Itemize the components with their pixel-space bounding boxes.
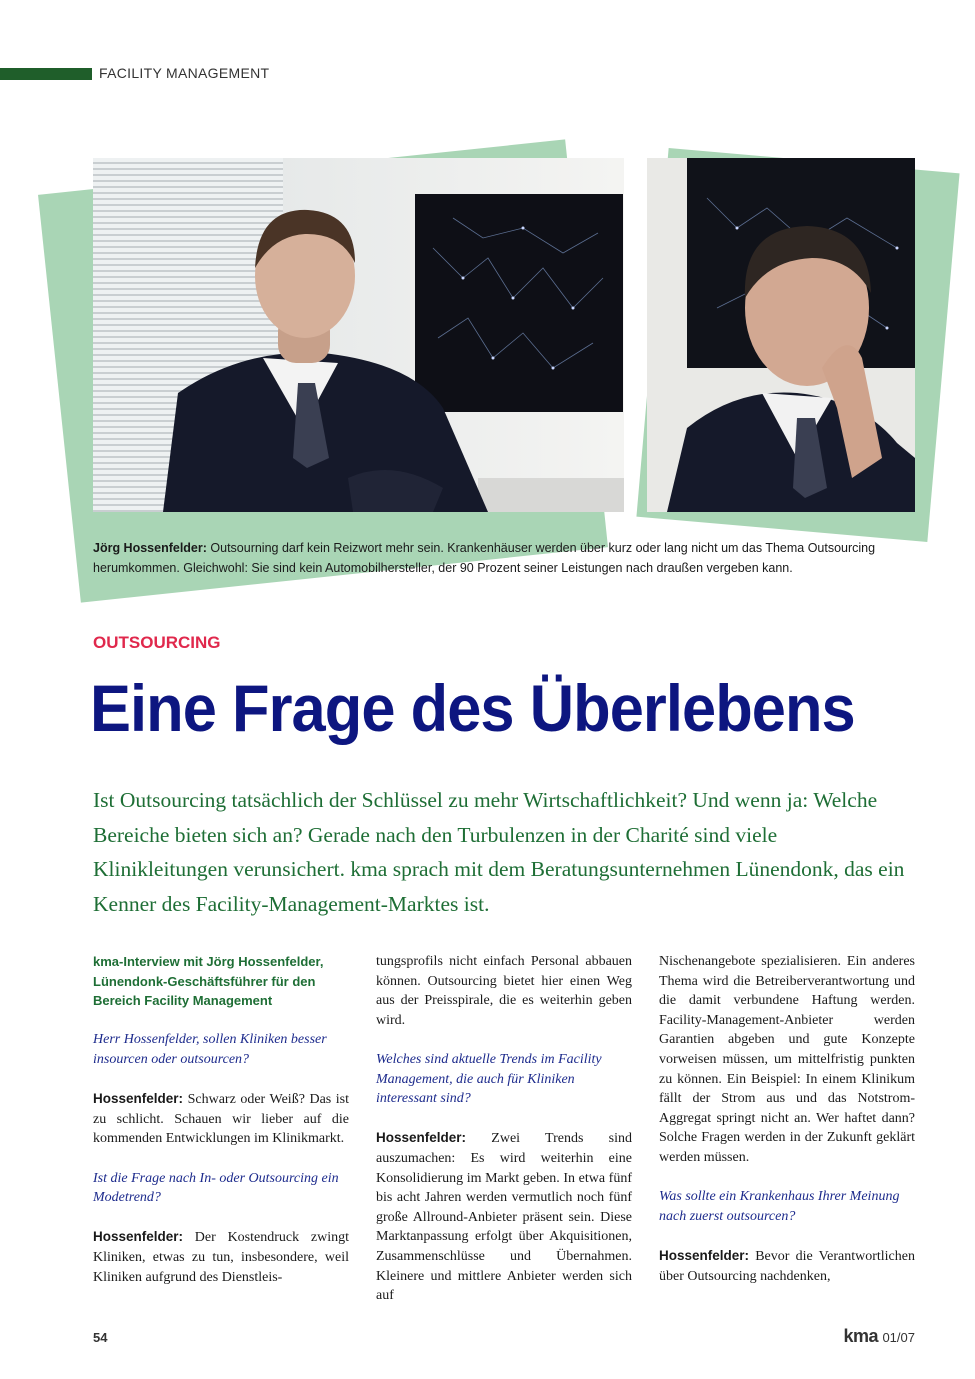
- speaker-label: Hossenfelder:: [93, 1229, 184, 1245]
- answer-2-text: Der Kostendruck zwingt Kliniken, etwas zu tun, insbesondere, weil Kliniken aufgrund des Dienstleis-: [93, 1230, 349, 1285]
- article-column-2: [376, 952, 632, 1306]
- article-column-3: [659, 952, 915, 1286]
- photo-caption: [93, 538, 923, 578]
- section-label: FACILITY MANAGEMENT: [99, 65, 270, 81]
- question-2: Ist die Frage nach In- oder Outsourcing ein Modetrend?: [93, 1170, 339, 1206]
- interview-intro: kma-Interview mit Jörg Hossenfelder, Lünendonk-Geschäftsführer für den Bereich Facility Management: [93, 954, 324, 1009]
- speaker-label: Hossenfelder:: [659, 1247, 750, 1263]
- answer-3: [376, 1128, 632, 1305]
- portrait-thinking-image: [647, 158, 915, 512]
- page-number: 54: [93, 1330, 108, 1345]
- photo-portrait-seated: [93, 158, 624, 512]
- caption-speaker: Jörg Hossenfelder:: [93, 541, 207, 555]
- article-kicker: OUTSOURCING: [93, 633, 221, 652]
- question-3: Welches sind aktuelle Trends im Facility Management, die auch für Kliniken interessant sind?: [376, 1051, 602, 1107]
- answer-4: [659, 1246, 915, 1286]
- issue-number: 01/07: [882, 1330, 915, 1345]
- section-color-bar: [0, 68, 92, 80]
- answer-4-text: Bevor die Verantwortlichen über Outsourcing nachdenken,: [659, 1248, 915, 1284]
- speaker-label: Hossenfelder:: [93, 1091, 184, 1107]
- portrait-seated-image: [93, 158, 624, 512]
- answer-2-continued: tungsprofils nicht einfach Personal abbauen können. Outsourcing bietet hier einen Weg aus der Preisspirale, die es weiterhin geben wird.: [376, 954, 632, 1028]
- caption-text: Outsourning darf kein Reizwort mehr sein. Krankenhäuser werden über kurz oder lang nicht um das Thema Outsourcing herumkommen. Gleichwohl: Sie sind kein Automobilhersteller, der 90 Prozent seiner Leistungen nach draußen vergeben kann.: [93, 541, 876, 575]
- photo-portrait-thinking: [647, 158, 915, 512]
- answer-3-continued: Nischenangebote spezialisieren. Ein anderes Thema wird die Betreiberverantwortung und die damit verbundene Haftung werden. Facility-Management-Anbieter werden Garantien abgeben und gute Konzepte vorweisen müssen, um mittelfristig punkten zu können. Ein Beispiel: In einem Klinikum fällt der Strom aus und das Notstrom-Aggregat springt nicht an. Wer haftet dann? Solche Fragen werden in der Zukunft geklärt werden müssen.: [659, 954, 915, 1165]
- speaker-label: Hossenfelder:: [376, 1130, 467, 1146]
- answer-1-text: Schwarz oder Weiß? Das ist zu schlicht. Schauen wir lieber auf die kommenden Entwicklungen im Klinikmarkt.: [93, 1092, 349, 1147]
- kma-logo: kma: [843, 1326, 878, 1346]
- answer-2: [93, 1227, 349, 1287]
- question-4: Was sollte ein Krankenhaus Ihrer Meinung nach zuerst outsourcen?: [659, 1189, 900, 1224]
- article-headline: Eine Frage des Überlebens: [90, 671, 855, 745]
- article-column-1: [93, 952, 349, 1287]
- answer-1: [93, 1089, 349, 1149]
- answer-3-text: Zwei Trends sind auszumachen: Es wird weiterhin eine Konsolidierung im Markt geben. In etwa fünf bis acht Jahren werden vermutlich noch fünf große Allround-Anbieter präsent sein. Diese Marktanpassung erfolgt über Akquisitionen, Zusammenschlüsse und Übernahmen. Kleinere und mittlere Anbieter werden sich auf: [376, 1131, 632, 1304]
- footer-brand: [843, 1326, 915, 1347]
- article-lead: Ist Outsourcing tatsächlich der Schlüssel zu mehr Wirtschaftlichkeit? Und wenn ja: Welche Bereiche bieten sich an? Gerade nach den Turbulenzen in der Charité sind viele Klinikleitungen verunsichert. kma sprach mit dem Beratungsunternehmen Lünendonk, das ein Kenner des Facility-Management-Marktes ist.: [93, 788, 905, 916]
- question-1: Herr Hossenfelder, sollen Kliniken besser insourcen oder outsourcen?: [93, 1032, 327, 1067]
